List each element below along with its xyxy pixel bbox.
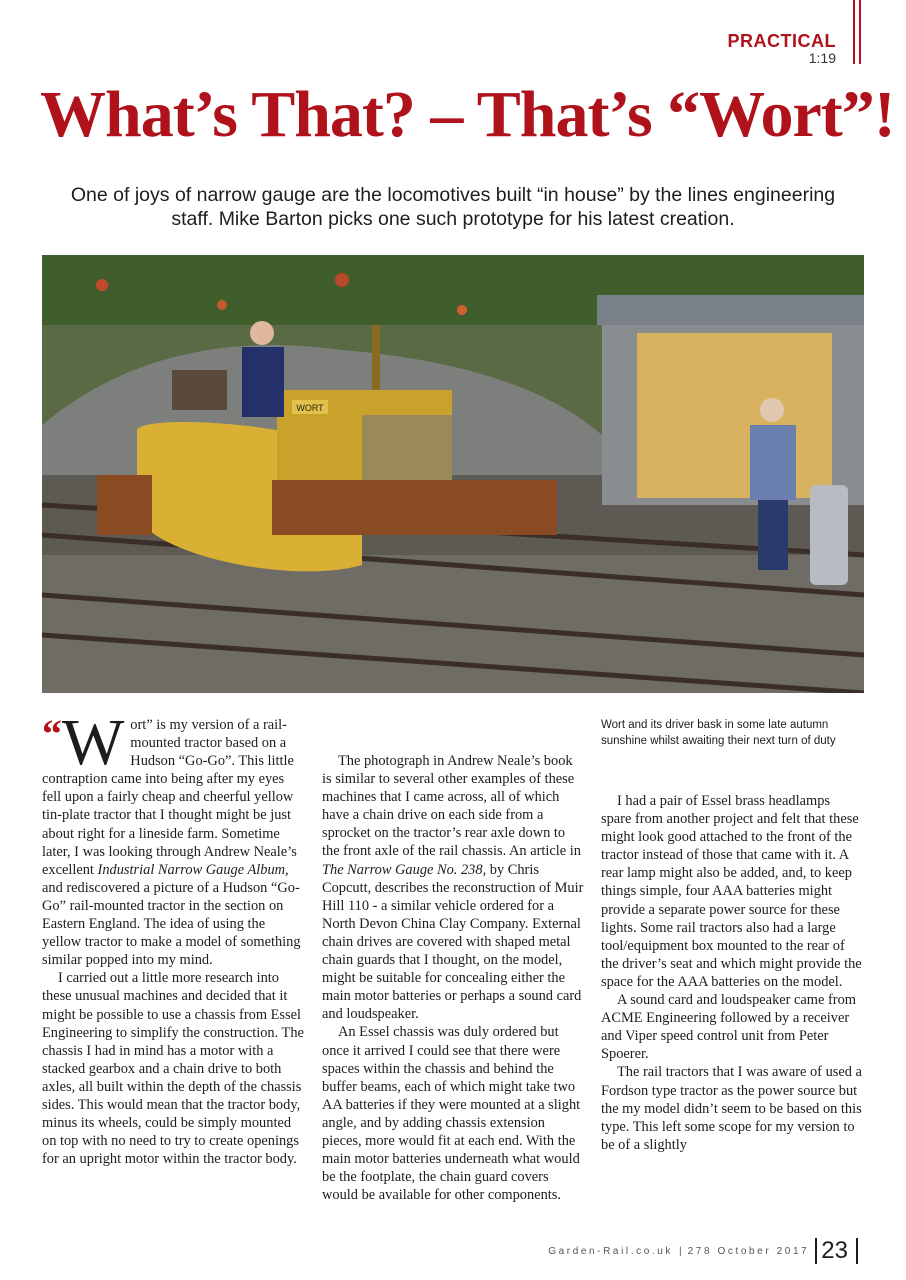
- body-text: , and rediscovered a picture of a Hudson “Go-Go” rail-mounted tractor in the section on Eastern England. The idea of using the yellow tractor to make a model of something similar popped into my mind.: [42, 861, 301, 969]
- body-text: ort” is my version of a rail-mounted tractor based on a Hudson “Go-Go”. This little contraption came into being after my eyes fell upon a fairly cheap and cheerful yellow tin-plate tractor that I thought might be just about right for a lineside farm. Sometime later, I was looking through Andrew Neale’s excellent: [42, 717, 297, 878]
- edge-bar-right: [859, 0, 861, 64]
- body-text: The photograph in Andrew Neale’s book is similar to several other examples of these machines that I came across, all of which have a chain drive on each side from a sprocket on the tractor’s rear axle down to the front axle of the rail chassis. An article in: [322, 753, 581, 860]
- autumn-leaf: [96, 279, 108, 291]
- article-column-3: [601, 792, 863, 1154]
- autumn-leaf: [457, 305, 467, 315]
- lead-photo-illustration: [42, 255, 864, 693]
- book-title: Industrial Narrow Gauge Album: [97, 861, 286, 878]
- farmer-head: [760, 398, 784, 422]
- chassis: [272, 480, 557, 535]
- body-text: , by Chris Copcutt, describes the reconstruction of Muir Hill 110 - a similar vehicle ordered for a North Devon China Clay Company. External chain drives are covered with shaped metal chain guards that I thought, on the model, might be suitable for concealing either the main motor batteries or perhaps a sound card and loudspeaker.: [322, 861, 584, 1023]
- tractor-grille: [362, 415, 452, 490]
- column-2-lead-space: [322, 716, 584, 752]
- farmer-figure: [750, 425, 796, 500]
- page-footer: [548, 1238, 860, 1264]
- body-paragraph-3: [322, 752, 584, 1023]
- footer-separator: |: [679, 1245, 682, 1257]
- footer-rule: [815, 1238, 817, 1264]
- photo-caption: Wort and its driver bask in some late autumn sunshine whilst awaiting their next turn of duty: [601, 719, 836, 747]
- driver-head: [250, 321, 274, 345]
- driver-figure: [242, 347, 284, 417]
- body-paragraph-1: [42, 706, 304, 969]
- name-plate-text: WORT: [296, 403, 324, 413]
- section-scale: 1:19: [808, 50, 836, 66]
- tool-box: [172, 370, 227, 410]
- shed-doorway: [637, 333, 832, 498]
- dropcap-quote: “: [42, 711, 62, 756]
- magazine-title: The Narrow Gauge No. 238: [322, 861, 483, 878]
- footer-issue: 278 October 2017: [687, 1245, 810, 1257]
- edge-bar-left: [853, 0, 855, 64]
- lead-photo: [42, 255, 864, 693]
- section-name: PRACTICAL: [727, 31, 836, 51]
- farmer-legs: [758, 500, 788, 570]
- article-column-2: [322, 716, 584, 1204]
- standfirst: One of joys of narrow gauge are the locomotives built “in house” by the lines engineering staff. Mike Barton picks one such prototype for his latest creation.: [70, 184, 836, 231]
- article-column-1: [42, 706, 304, 1168]
- dropcap-letter: W: [62, 706, 125, 779]
- shed-roof: [597, 295, 864, 325]
- section-label: [728, 32, 837, 65]
- body-paragraph-6: A sound card and loudspeaker came from ACME Engineering followed by a receiver and Viper speed control unit from Peter Spoerer.: [601, 992, 856, 1063]
- footer-rule: [856, 1238, 858, 1264]
- footer-site: Garden-Rail.co.uk: [548, 1245, 674, 1257]
- exhaust-stack: [372, 325, 380, 390]
- body-paragraph-5: I had a pair of Essel brass headlamps spare from another project and felt that these might look good attached to the front of the tractor instead of those that came with it. A rear lamp might also be added, and, to keep things simple, four AAA batteries might provide a separate power source for these lights. Some rail tractors also had a large tool/equipment box mounted to the rear of the driver’s seat and which might provide the space for the AAA batteries on the model.: [601, 793, 862, 990]
- body-paragraph-7: The rail tractors that I was aware of used a Fordson type tractor as the power source but the my model didn’t seem to be based on this type. This left some scope for my version to be of a slightly: [601, 1064, 862, 1153]
- rear-buffer: [97, 475, 152, 535]
- milk-churn: [810, 485, 848, 585]
- page-title: What’s That? – That’s “Wort”!: [40, 78, 895, 151]
- autumn-leaf: [335, 273, 349, 287]
- autumn-leaf: [217, 300, 227, 310]
- page-number: 23: [821, 1237, 848, 1264]
- body-paragraph-4: An Essel chassis was duly ordered but once it arrived I could see that there were spaces within the chassis and behind the buffer beams, each of which might take two AA batteries if they were mounted at a slight angle, and by adding chassis extension pieces, more would fit at each end. With the main motor batteries underneath what would be the footplate, the chain guard covers would be available for other components.: [322, 1024, 581, 1204]
- body-paragraph-2: I carried out a little more research into these unusual machines and decided that it might be possible to use a chassis from Essel Engineering to simplify the construction. The chassis I had in mind has a motor with a stacked gearbox and a chain drive to both axles, all built within the depth of the chassis sides. This would mean that the tractor body, minus its wheels, could be simply mounted on top with no need to try to create openings for an upright motor within the tractor body.: [42, 970, 304, 1168]
